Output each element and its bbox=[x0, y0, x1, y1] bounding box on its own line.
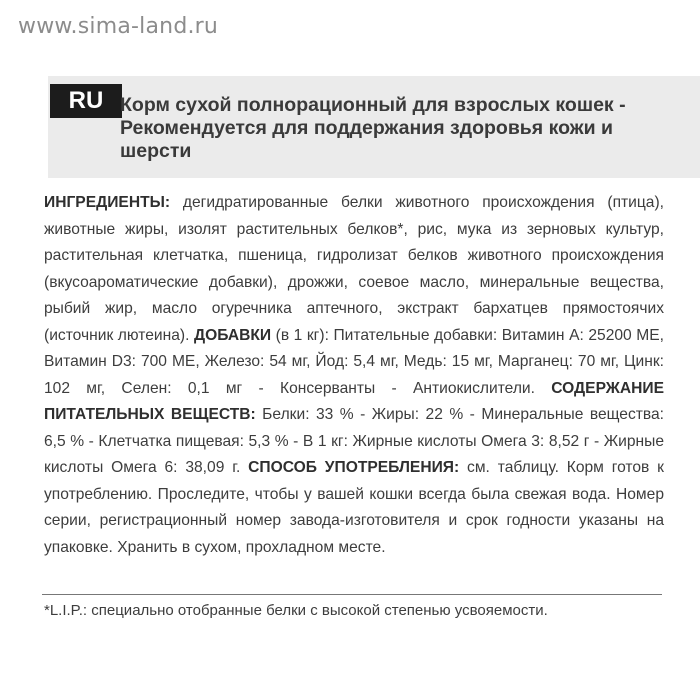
composition-text bbox=[44, 190, 664, 561]
ingredients-text: дегидратированные белки животного происхождения (птица), животные жиры, изолят растительных белков*, рис, мука из зерновых культур, растительная клетчатка, пшеница, гидролизат белков животного происхождения (вкусоароматические добавки), дрожжи, соевое масло, минеральные вещества, рыбий жир, масло огуречника аптечного, экстракт бархатцев прямостоячих (источник лютеина). bbox=[44, 194, 664, 344]
footnote: *L.I.P.: специально отобранные белки с высокой степенью усвояемости. bbox=[44, 602, 548, 619]
nutrients-heading: СОДЕРЖАНИЕ ПИТАТЕЛЬНЫХ ВЕЩЕСТВ: bbox=[44, 379, 664, 423]
language-badge: RU bbox=[50, 84, 122, 118]
footnote-divider bbox=[42, 594, 662, 595]
product-title: Корм сухой полнорационный для взрослых кошек - Рекомендуется для поддержания здоровья кожи и шерсти bbox=[120, 94, 626, 162]
additives-heading: ДОБАВКИ bbox=[193, 326, 272, 344]
ingredients-heading: ИНГРЕДИЕНТЫ: bbox=[44, 194, 171, 211]
additives-text: (в 1 кг): Питательные добавки: Витамин А: 25200 МЕ, Витамин D3: 700 МЕ, Железо: 54 мг, Йод: 5,4 мг, Медь: 15 мг, Марганец: 70 мг, Цинк: 102 мг, Селен: 0,1 мг - Консерванты - Антиокислители. bbox=[44, 326, 664, 397]
site-watermark: www.sima-land.ru bbox=[18, 14, 219, 39]
product-label bbox=[20, 72, 680, 632]
nutrients-text: Белки: 33 % - Жиры: 22 % - Минеральные вещества: 6,5 % - Клетчатка пищевая: 5,3 % - В 1 кг: Жирные кислоты Омега 3: 8,52 г - Жирные кислоты Омега 6: 38,09 г. bbox=[44, 406, 664, 476]
usage-text: см. таблицу. Корм готов к употреблению. Проследите, чтобы у вашей кошки всегда была свежая вода. Номер серии, регистрационный номер завода-изготовителя и срок годности указаны на упаковке. Хранить в сухом, прохладном месте. bbox=[44, 459, 664, 556]
usage-heading: СПОСОБ УПОТРЕБЛЕНИЯ: bbox=[248, 459, 460, 476]
